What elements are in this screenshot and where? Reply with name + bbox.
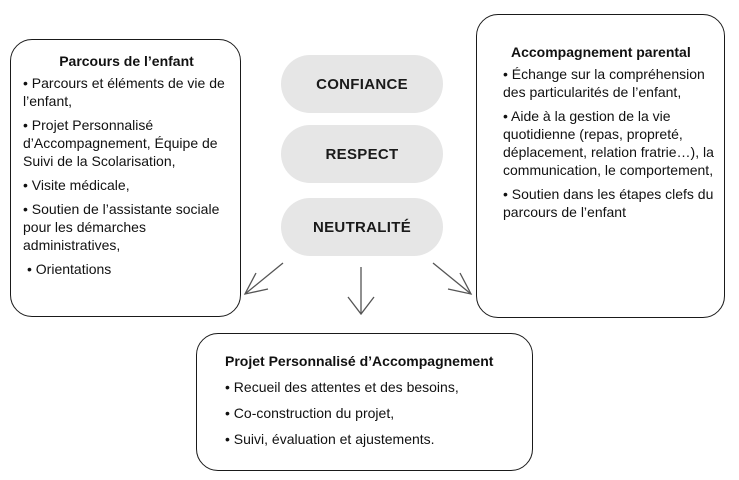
list-item: • Parcours et éléments de vie de l’enfant, (23, 75, 225, 109)
arrow-down (348, 267, 374, 314)
value-respect: RESPECT (281, 125, 443, 183)
list-item: • Recueil des attentes et des besoins, (225, 379, 459, 395)
list-item: • Échange sur la compréhension des particularités de l’enfant, (503, 66, 705, 100)
accompagnement-parental-title: Accompagnement parental (511, 44, 691, 60)
list-item: • Soutien dans les étapes clefs du parcours de l’enfant (503, 186, 714, 220)
value-neutralite: NEUTRALITÉ (281, 198, 443, 256)
list-item: • Co-construction du projet, (225, 405, 395, 421)
list-item: • Projet Personnalisé d’Accompagnement, Équipe de Suivi de la Scolarisation, (23, 117, 218, 169)
arrow-left (245, 263, 283, 294)
arrow-right (433, 263, 471, 294)
list-item: • Soutien de l’assistante sociale pour les démarches administratives, (23, 201, 220, 253)
projet-personnalise-title: Projet Personnalisé d’Accompagnement (225, 353, 494, 369)
list-item: • Orientations (27, 261, 112, 277)
parcours-enfant-title: Parcours de l’enfant (59, 53, 194, 69)
list-item: • Visite médicale, (23, 177, 130, 193)
list-item: • Suivi, évaluation et ajustements. (225, 431, 435, 447)
value-confiance: CONFIANCE (281, 55, 443, 113)
list-item: • Aide à la gestion de la vie quotidienne (repas, propreté, déplacement, relation fratrie…), la communication, le comportement, (503, 108, 714, 178)
